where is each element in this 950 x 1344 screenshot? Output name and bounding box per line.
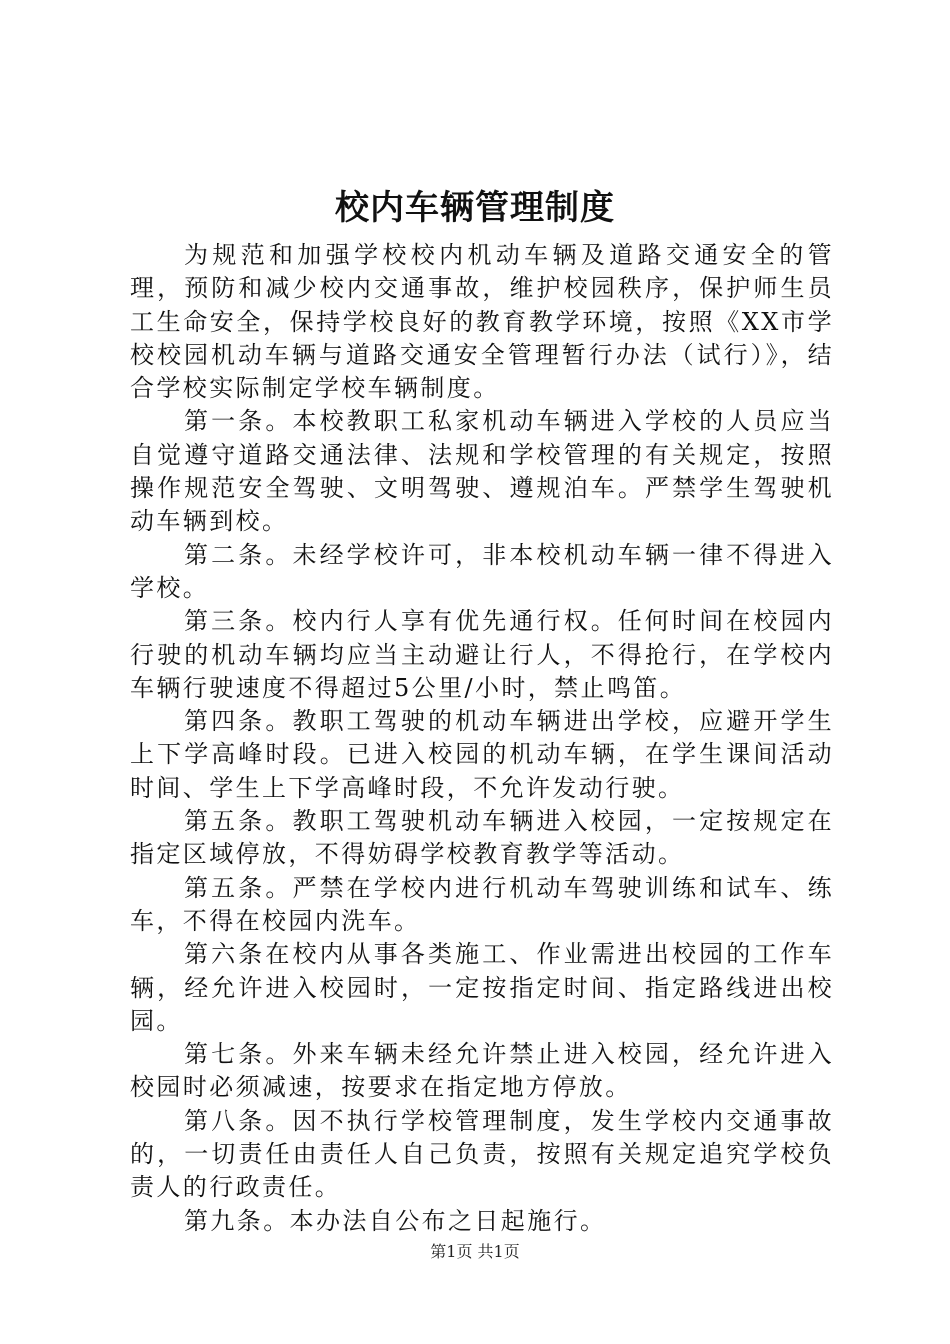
- page-footer: 第1页 共1页: [430, 1242, 520, 1261]
- paragraph-article-5a: 第五条。教职工驾驶机动车辆进入校园，一定按规定在指定区域停放，不得妨碍学校教育教学等活动。: [130, 807, 834, 869]
- paragraph-article-9: 第九条。本办法自公布之日起施行。: [184, 1206, 607, 1235]
- paragraph-article-3: 第三条。校内行人享有优先通行权。任何时间在校园内行驶的机动车辆均应当主动避让行人，不得抢行，在学校内车辆行驶速度不得超过5公里/小时，禁止鸣笛。: [130, 607, 834, 702]
- paragraph-article-6: 第六条在校内从事各类施工、作业需进出校园的工作车辆，经允许进入校园时，一定按指定时间、指定路线进出校园。: [130, 940, 834, 1035]
- paragraph-article-1: 第一条。本校教职工私家机动车辆进入学校的人员应当自觉遵守道路交通法律、法规和学校管理的有关规定，按照操作规范安全驾驶、文明驾驶、遵规泊车。严禁学生驾驶机动车辆到校。: [130, 407, 834, 536]
- paragraph-article-7: 第七条。外来车辆未经允许禁止进入校园，经允许进入校园时必须减速，按要求在指定地方停放。: [130, 1040, 834, 1102]
- paragraph-article-5b: 第五条。严禁在学校内进行机动车驾驶训练和试车、练车，不得在校园内洗车。: [130, 873, 834, 935]
- document-title: 校内车辆管理制度: [335, 188, 615, 228]
- paragraph-article-2: 第二条。未经学校许可，非本校机动车辆一律不得进入学校。: [130, 540, 834, 602]
- paragraph-article-8: 第八条。因不执行学校管理制度，发生学校内交通事故的，一切责任由责任人自己负责，按照有关规定追究学校负责人的行政责任。: [130, 1106, 834, 1202]
- paragraph-intro: 为规范和加强学校校内机动车辆及道路交通安全的管理，预防和减少校内交通事故，维护校园秩序，保护师生员工生命安全，保持学校良好的教育教学环境，按照《XX市学校校园机动车辆与道路交通安全管理暂行办法（试行）》，结合学校实际制定学校车辆制度。: [130, 241, 834, 403]
- paragraph-article-4: 第四条。教职工驾驶的机动车辆进出学校，应避开学生上下学高峰时段。已进入校园的机动车辆，在学生课间活动时间、学生上下学高峰时段，不允许发动行驶。: [130, 707, 834, 802]
- document-body: [130, 239, 834, 1238]
